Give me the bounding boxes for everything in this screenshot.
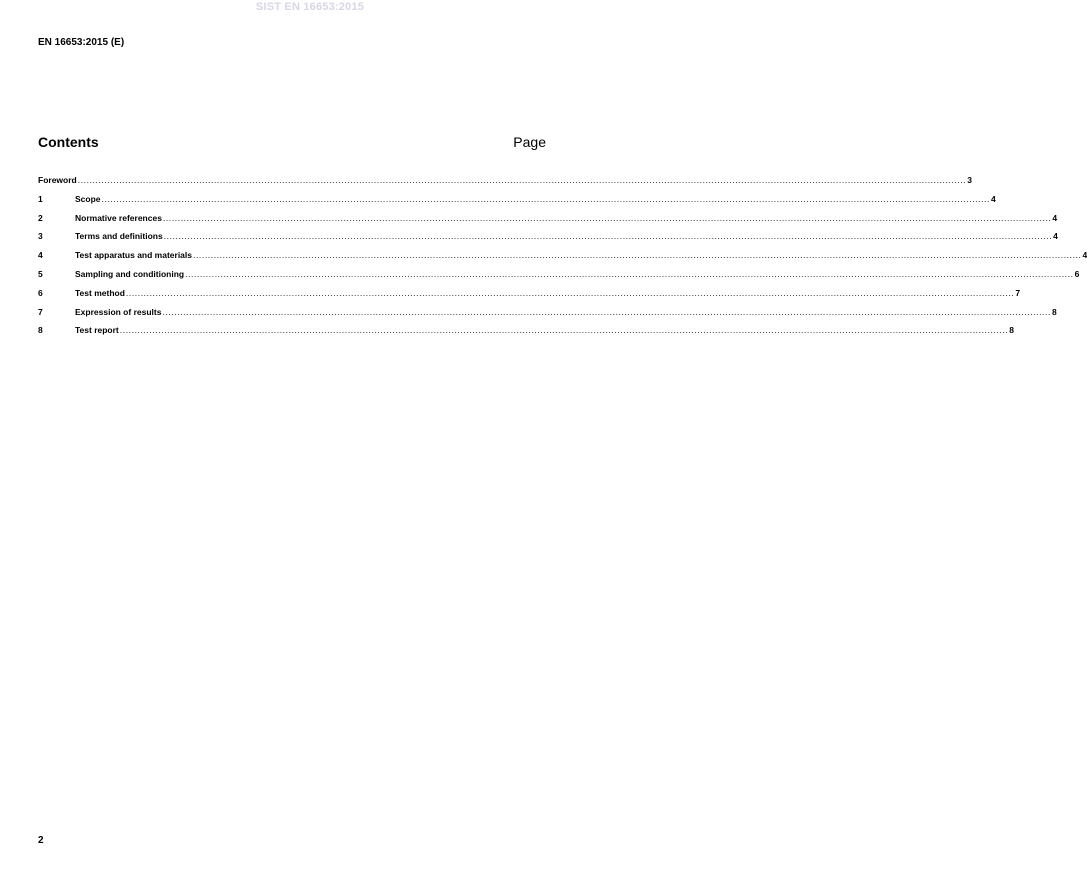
toc-entry-title: Test method: [75, 287, 125, 298]
toc-entry-title: Sampling and conditioning: [75, 268, 185, 279]
toc-entry-expression-of-results[interactable]: [38, 306, 1057, 326]
toc-entry-number: 2: [38, 212, 43, 223]
toc-entry-page: 4: [1053, 231, 1058, 242]
toc-entry-title: Test report: [75, 325, 119, 336]
toc-leader-dots: ............................................................................................................................................................................................................................................................................................................: [119, 325, 1009, 336]
toc-entry-page: 7: [1015, 287, 1021, 298]
toc-entry-title: Normative references: [75, 212, 162, 223]
toc-entry-page: 3: [967, 175, 972, 185]
toc-leader-dots: ............................................................................................................................................................................................................................................................................................................: [77, 175, 967, 185]
toc-entry-number: 3: [38, 231, 43, 242]
toc-leader-dots: ............................................................................................................................................................................................................................................................................................................: [163, 231, 1053, 242]
toc-entry-title: Expression of results: [75, 306, 162, 317]
toc-entry-title: Terms and definitions: [75, 231, 163, 242]
table-of-contents: [38, 175, 1087, 344]
toc-entry-sampling[interactable]: [38, 268, 1080, 288]
toc-entry-page: 8: [1051, 306, 1057, 317]
toc-entry-number: 1: [38, 193, 43, 204]
toc-entry-title: Scope: [75, 193, 101, 204]
toc-entry-title: Test apparatus and materials: [75, 250, 192, 261]
toc-entry-foreword[interactable]: [38, 175, 972, 194]
toc-leader-dots: ............................................................................................................................................................................................................................................................................................................: [185, 268, 1074, 279]
document-id: EN 16653:2015 (E): [38, 37, 125, 48]
toc-entry-number: 7: [38, 306, 43, 317]
toc-entry-number: 6: [38, 287, 43, 298]
contents-header: [38, 134, 546, 150]
toc-entry-page: 6: [1074, 268, 1080, 279]
toc-entry-page: 4: [1052, 212, 1058, 223]
toc-entry-test-report[interactable]: [38, 325, 1014, 344]
toc-entry-test-apparatus[interactable]: [38, 250, 1087, 269]
toc-entry-number: 8: [38, 325, 43, 336]
toc-leader-dots: ............................................................................................................................................................................................................................................................................................................: [162, 306, 1051, 317]
toc-leader-dots: ............................................................................................................................................................................................................................................................................................................: [162, 212, 1052, 223]
toc-entry-test-method[interactable]: [38, 287, 1021, 307]
contents-title: Contents: [38, 134, 99, 150]
toc-entry-scope[interactable]: [38, 193, 996, 213]
toc-entry-number: 4: [38, 250, 43, 261]
toc-leader-dots: ............................................................................................................................................................................................................................................................................................................: [125, 287, 1015, 298]
toc-entry-title: Foreword: [38, 175, 77, 185]
toc-entry-normative-references[interactable]: [38, 212, 1058, 232]
toc-entry-number: 5: [38, 268, 43, 279]
toc-entry-terms-and-definitions[interactable]: [38, 231, 1058, 250]
toc-entry-page: 8: [1009, 325, 1014, 336]
page-column-label: Page: [513, 134, 546, 150]
watermark-text: SIST EN 16653:2015: [255, 1, 365, 13]
toc-leader-dots: ............................................................................................................................................................................................................................................................................................................: [101, 193, 990, 204]
toc-leader-dots: ............................................................................................................................................................................................................................................................................................................: [193, 250, 1082, 261]
toc-entry-page: 4: [991, 193, 996, 204]
page-number: 2: [38, 835, 44, 846]
toc-entry-page: 4: [1082, 250, 1087, 261]
